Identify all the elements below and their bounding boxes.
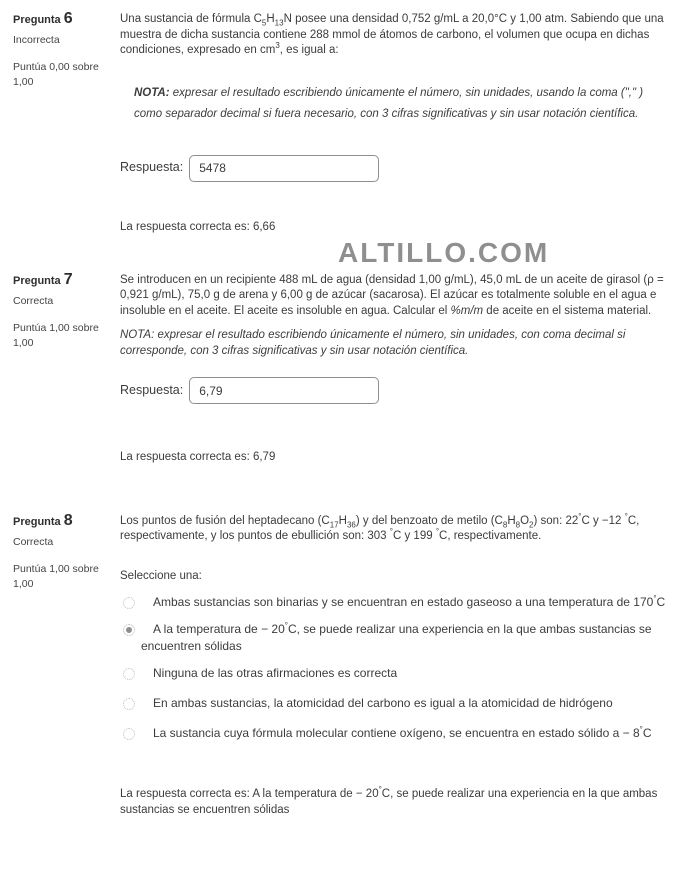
question-6-nota: NOTA: expresar el resultado escribiendo únicamente el número, sin unidades, usando la coma ("," ) como separador decimal si fuera necesario, con 3 cifras significativas y sin usar notación científica. (134, 86, 644, 120)
answer-option[interactable] (123, 621, 684, 655)
question-6-title (13, 12, 120, 27)
question-8-text: Los puntos de fusión del heptadecano $(C_{17}H_{36})$ y del benzoato de metilo $(C_8H_8O_2)$ son: 22°C y −12 °C, respectivamente, y los puntos de ebullición son: 303 °C y 199 °C, respectivamente. (120, 511, 640, 542)
answer-input[interactable] (189, 377, 379, 404)
grade-line: 1,00 (13, 577, 34, 590)
radio-icon[interactable] (123, 668, 135, 680)
question-7-nota: NOTA: expresar el resultado escribiendo únicamente el número, sin unidades, con coma decimal si corresponde, con 3 cifras significativas y sin usar notación científica. (120, 329, 626, 357)
radio-icon[interactable] (123, 698, 135, 710)
question-7-title (13, 270, 120, 288)
grade-line: 1,00 (13, 336, 34, 349)
answer-label: Respuesta: (120, 160, 184, 175)
question-6-text: Una sustancia de fórmula $C_5H_{13}N$ posee una densidad 0,752 g/mL a 20,0°C y 1,00 atm. Sabiendo que una muestra de dicha sustancia contiene 288 mmol de átomos de carbono, el volumen que ocupa en dichas condiciones, expresado en $cm^3$, es igual a: (120, 13, 664, 56)
question-8 (13, 510, 688, 819)
question-7-status: Correcta (13, 294, 54, 307)
question-8-grade (13, 562, 120, 592)
grade-line: Puntúa 1,00 sobre (13, 562, 99, 575)
option-label: Ambas sustancias son binarias y se encuentran en estado gaseoso a una temperatura de 170°C (153, 594, 666, 609)
question-8-correct-answer: La respuesta correcta es: A la temperatura de − 20°C, se puede realizar una experiencia en la que ambas sustancias se encuentren sólidas (120, 785, 658, 816)
question-7 (13, 269, 688, 466)
question-7-correct-answer: La respuesta correcta es: 6,79 (120, 451, 276, 463)
question-number: 7 (63, 270, 73, 288)
option-label: A la temperatura de − 20°C, se puede realizar una experiencia en la que ambas sustancias se encuentren sólidas (141, 621, 652, 653)
question-6-content (120, 8, 688, 268)
question-8-status: Correcta (13, 535, 54, 548)
grade-line: 1,00 (13, 76, 34, 88)
question-6-correct-answer: La respuesta correcta es: 6,66 (120, 220, 276, 233)
radio-selected-icon[interactable] (123, 624, 135, 636)
select-one-prompt: Seleccione una: (120, 569, 202, 582)
question-6-info (13, 8, 120, 261)
question-number: 8 (63, 511, 73, 529)
question-7-info (13, 269, 120, 466)
radio-icon[interactable] (123, 597, 135, 609)
question-number: 6 (63, 10, 73, 27)
question-6-answer-row (120, 155, 684, 182)
question-7-answer-row (120, 377, 684, 404)
question-7-text: Se introducen en un recipiente 488 mL de agua (densidad 1,00 g/mL), 45,0 mL de un aceite de girasol (ρ = 0,921 g/mL), 75,0 g de arena y 6,00 g de azúcar (sacarosa). El azúcar es totalmente soluble en el agua e insoluble en el aceite. El aceite es insoluble en agua. Calcular el %m/m de aceite en el sistema material. (120, 273, 664, 317)
altillo-watermark: ALTILLO.COM (338, 237, 550, 268)
question-label: Pregunta (13, 274, 61, 287)
answer-option[interactable] (123, 725, 684, 742)
radio-icon[interactable] (123, 728, 135, 740)
question-8-title (13, 511, 120, 529)
question-7-content (120, 269, 688, 466)
question-8-info (13, 510, 120, 819)
q8-options (120, 594, 684, 742)
question-label: Pregunta (13, 515, 61, 528)
grade-line: Puntúa 0,00 sobre (13, 61, 99, 73)
answer-label: Respuesta: (120, 382, 184, 397)
option-label: Ninguna de las otras afirmaciones es correcta (153, 666, 398, 680)
option-label: En ambas sustancias, la atomicidad del carbono es igual a la atomicidad de hidrógeno (153, 696, 613, 710)
question-6 (13, 8, 688, 268)
question-label: Pregunta (13, 14, 61, 26)
answer-option[interactable] (123, 594, 684, 611)
question-7-grade (13, 321, 120, 351)
answer-option[interactable] (123, 695, 684, 712)
question-6-grade (13, 60, 120, 90)
grade-line: Puntúa 1,00 sobre (13, 321, 99, 334)
answer-option[interactable] (123, 665, 684, 682)
answer-input[interactable] (189, 155, 379, 182)
option-label: La sustancia cuya fórmula molecular contiene oxígeno, se encuentra en estado sólido a − 8°C (153, 725, 652, 740)
question-8-content (120, 510, 688, 819)
question-6-status: Incorrecta (13, 34, 60, 46)
